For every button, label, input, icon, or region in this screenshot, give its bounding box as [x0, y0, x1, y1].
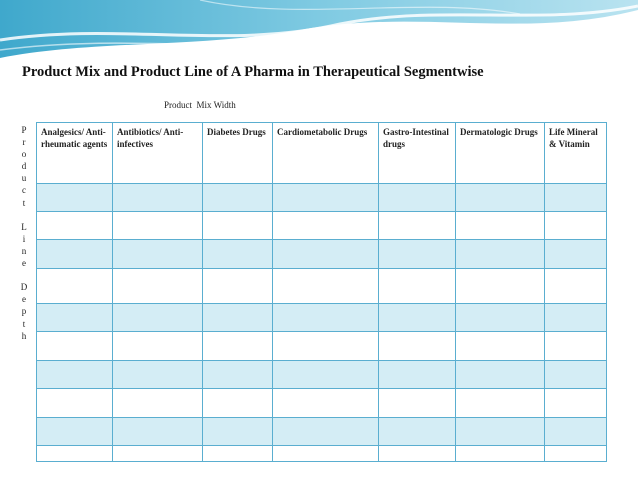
table-row — [37, 184, 607, 212]
table-cell — [113, 418, 203, 446]
table-cell — [545, 304, 607, 332]
table-cell — [456, 240, 545, 269]
product-line-depth-label: P r o d u c t L i n e D e p t h — [20, 125, 28, 341]
table-cell — [113, 184, 203, 212]
product-mix-width-label: Product Mix Width — [164, 100, 236, 110]
table-cell — [456, 184, 545, 212]
table-cell — [203, 446, 273, 462]
table-cell — [37, 361, 113, 389]
table-cell — [545, 184, 607, 212]
table-cell — [545, 418, 607, 446]
table-row — [37, 332, 607, 361]
table-cell — [37, 212, 113, 240]
table-header-row — [37, 123, 607, 184]
table-cell — [379, 184, 456, 212]
table-row — [37, 240, 607, 269]
table-cell — [545, 389, 607, 418]
table-row — [37, 304, 607, 332]
table-cell — [273, 446, 379, 462]
table-row — [37, 389, 607, 418]
table-cell — [456, 361, 545, 389]
column-header-life-mineral-vitamin: Life Mineral & Vitamin — [545, 123, 607, 184]
table-row — [37, 212, 607, 240]
table-cell — [37, 304, 113, 332]
table-cell — [273, 389, 379, 418]
table-cell — [379, 304, 456, 332]
table-cell — [456, 212, 545, 240]
table-cell — [273, 304, 379, 332]
table-cell — [379, 240, 456, 269]
table-cell — [456, 418, 545, 446]
table-cell — [545, 212, 607, 240]
column-header-analgesics: Analgesics/ Anti-rheumatic agents — [37, 123, 113, 184]
table-cell — [113, 446, 203, 462]
table-cell — [203, 361, 273, 389]
table-cell — [273, 269, 379, 304]
table-cell — [379, 269, 456, 304]
table-cell — [113, 332, 203, 361]
table-cell — [37, 240, 113, 269]
table-cell — [545, 240, 607, 269]
table-cell — [37, 184, 113, 212]
table-cell — [203, 184, 273, 212]
table-cell — [456, 304, 545, 332]
column-header-gastro-intestinal: Gastro-Intestinal drugs — [379, 123, 456, 184]
table-cell — [203, 389, 273, 418]
table-cell — [456, 269, 545, 304]
table-cell — [203, 212, 273, 240]
table-cell — [37, 389, 113, 418]
table-cell — [379, 212, 456, 240]
decorative-wave-banner — [0, 0, 638, 62]
table-cell — [113, 269, 203, 304]
table-cell — [113, 240, 203, 269]
table-cell — [37, 418, 113, 446]
table-row — [37, 361, 607, 389]
table-cell — [273, 240, 379, 269]
table-row — [37, 446, 607, 462]
column-header-antibiotics: Antibiotics/ Anti-infectives — [113, 123, 203, 184]
table-cell — [379, 446, 456, 462]
column-header-diabetes: Diabetes Drugs — [203, 123, 273, 184]
table-cell — [203, 304, 273, 332]
table-cell — [456, 332, 545, 361]
table-cell — [37, 332, 113, 361]
table-cell — [379, 361, 456, 389]
table-cell — [379, 418, 456, 446]
table-cell — [379, 389, 456, 418]
slide-title: Product Mix and Product Line of A Pharma in Therapeutical Segmentwise — [22, 64, 484, 80]
table-cell — [273, 332, 379, 361]
table-cell — [545, 269, 607, 304]
table-row — [37, 269, 607, 304]
table-cell — [37, 446, 113, 462]
table-cell — [545, 446, 607, 462]
column-header-dermatologic: Dermatologic Drugs — [456, 123, 545, 184]
table-cell — [545, 361, 607, 389]
table-cell — [113, 361, 203, 389]
table-cell — [113, 389, 203, 418]
table-cell — [203, 332, 273, 361]
table-cell — [273, 212, 379, 240]
table-cell — [273, 418, 379, 446]
table-cell — [113, 304, 203, 332]
table-cell — [203, 269, 273, 304]
table-cell — [273, 361, 379, 389]
table-cell — [456, 446, 545, 462]
product-mix-table — [36, 122, 607, 462]
column-header-cardiometabolic: Cardiometabolic Drugs — [273, 123, 379, 184]
table-cell — [273, 184, 379, 212]
table-cell — [203, 240, 273, 269]
table-cell — [379, 332, 456, 361]
table-cell — [37, 269, 113, 304]
table-cell — [203, 418, 273, 446]
table-cell — [545, 332, 607, 361]
table-row — [37, 418, 607, 446]
table-cell — [113, 212, 203, 240]
table-cell — [456, 389, 545, 418]
